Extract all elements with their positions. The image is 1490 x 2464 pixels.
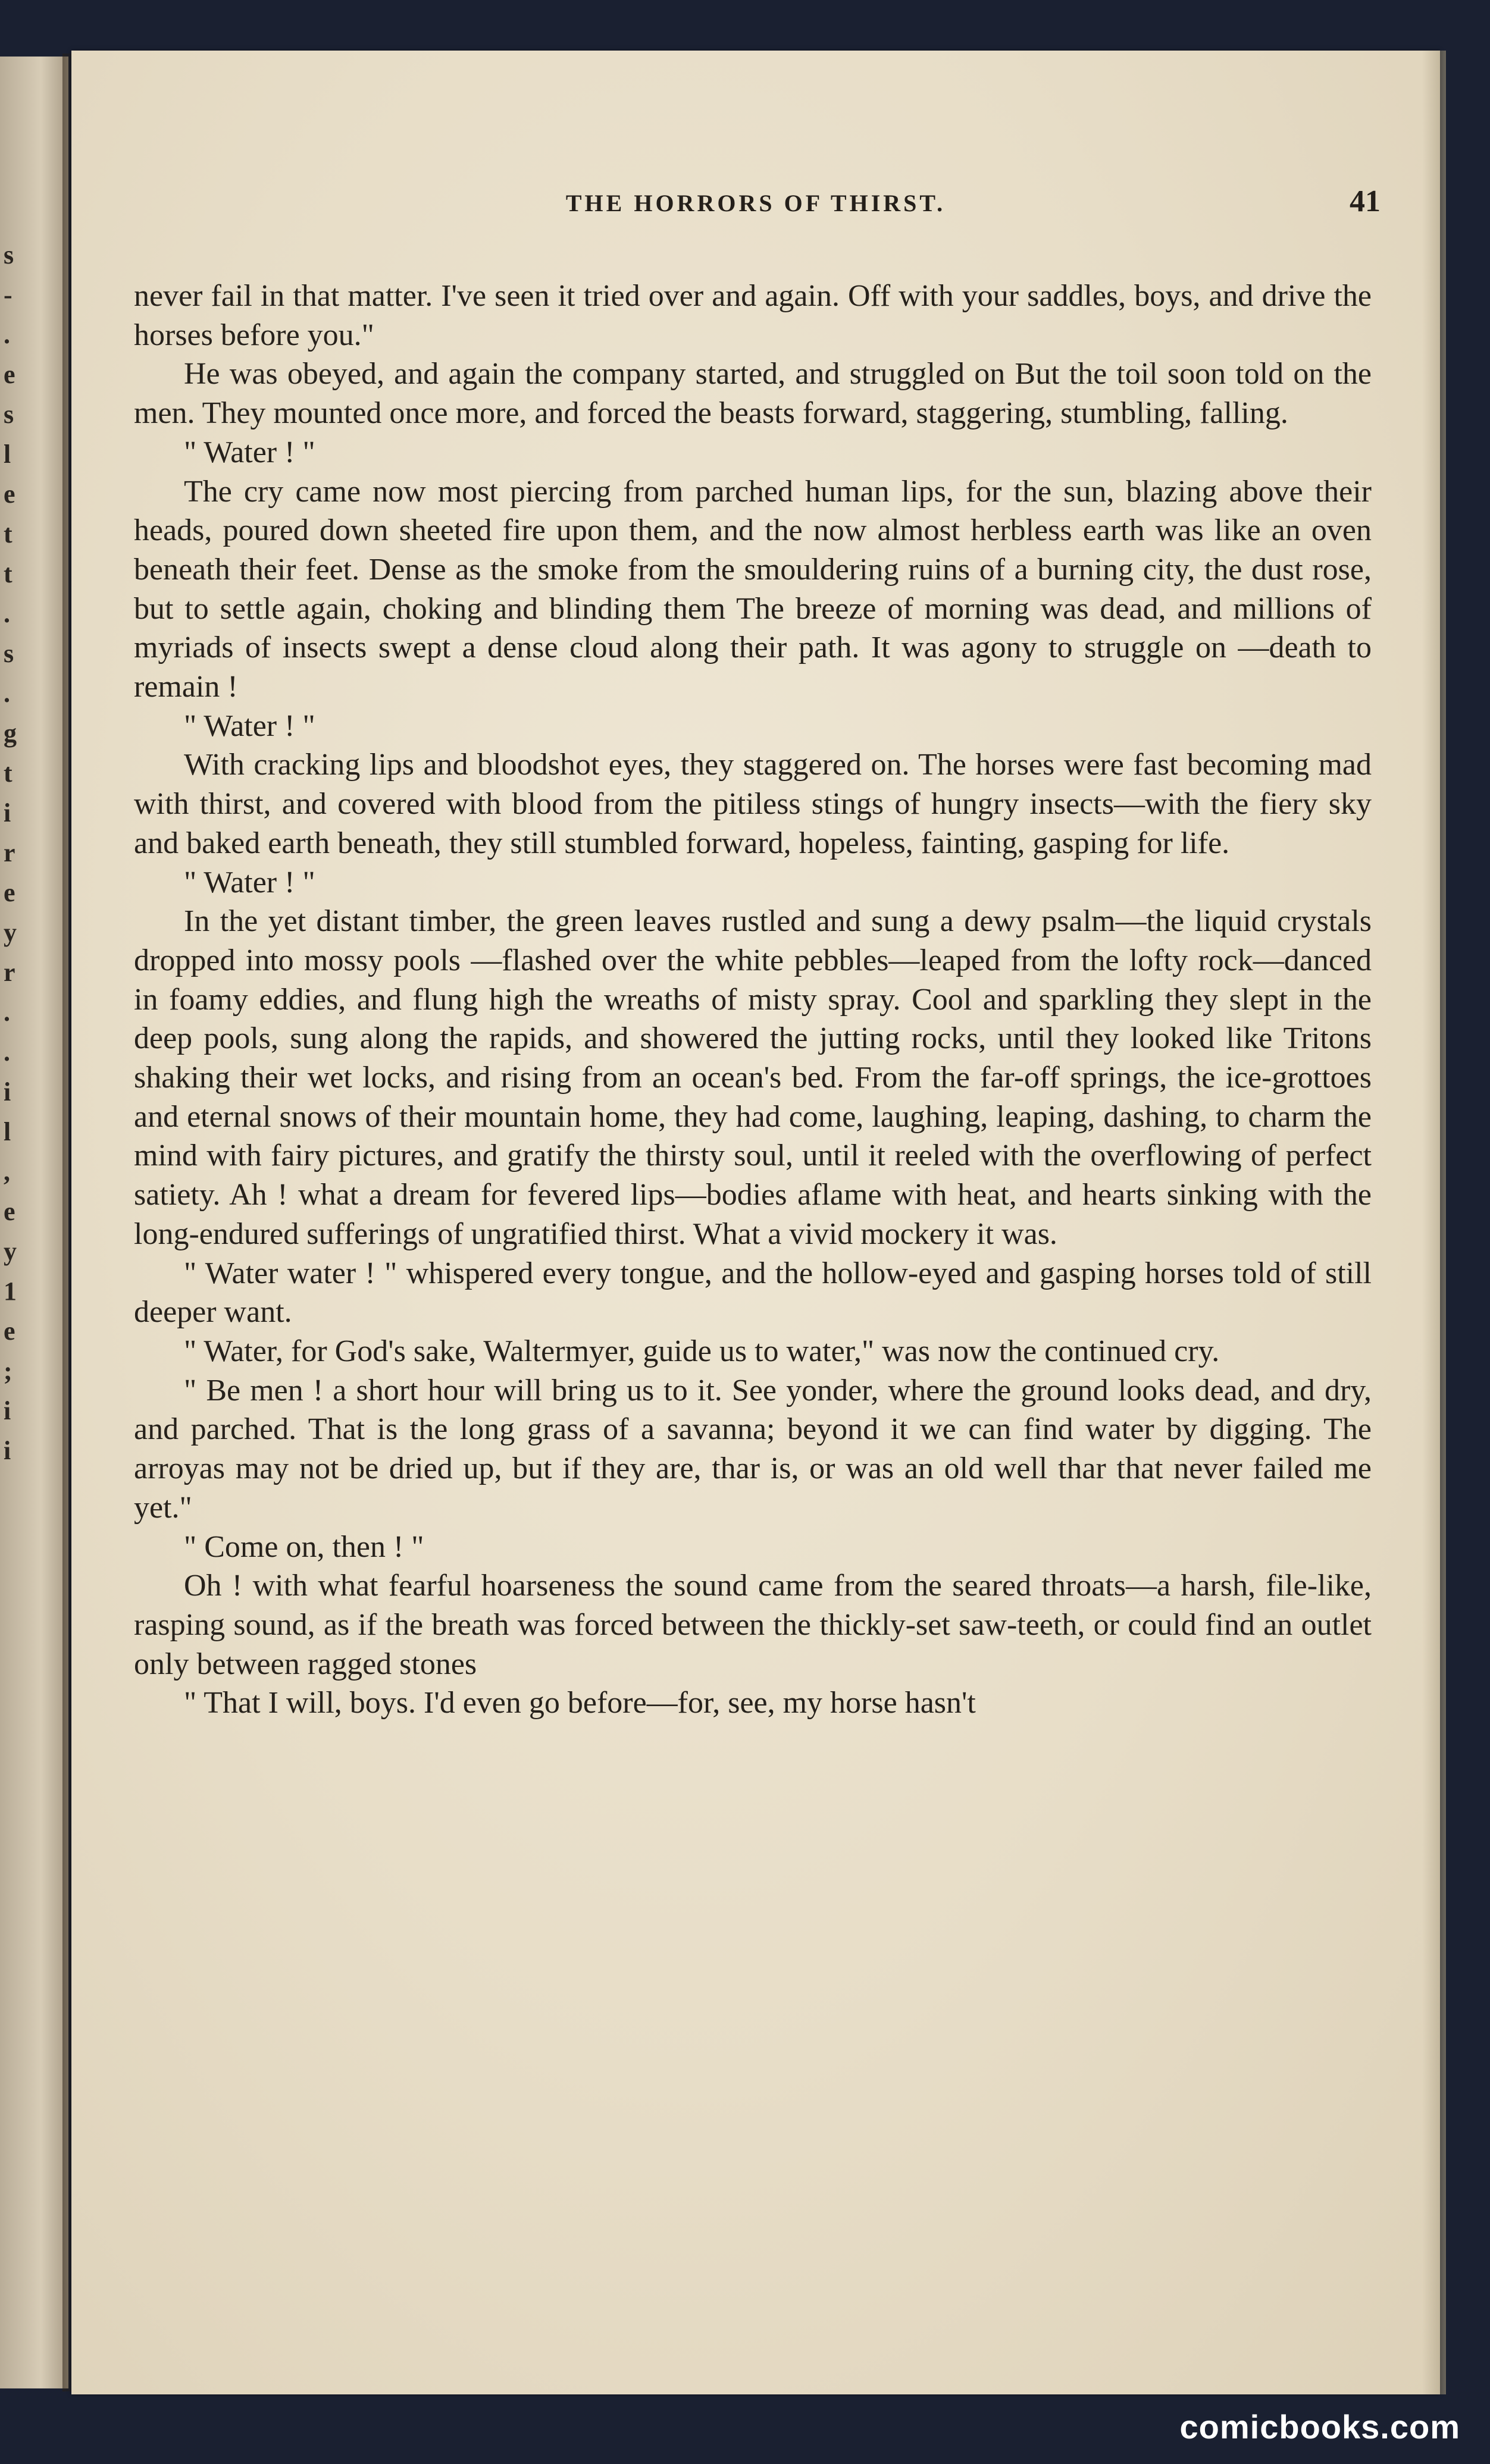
paragraph: never fail in that matter. I've seen it tried over and again. Off with your saddles, boys, and drive the horses before you." bbox=[134, 279, 1372, 352]
fragment: ; bbox=[4, 1356, 12, 1385]
fragment: l bbox=[4, 1117, 11, 1146]
paragraph: In the yet distant timber, the green leaves rustled and sung a dewy psalm—the liquid crystals dropped into mossy pools —flashed over the white pebbles—leaped from the lofty rock—danced in foamy eddies, and flung high the wreaths of misty spray. Cool and sparkling they slept in the deep pools, sung along the rapids, and showered the jutting rocks, until they looked like Tritons shaking their wet locks, and rising from an ocean's bed. From the far-off springs, the ice-grottoes and eternal snows of their mountain home, they had come, laughing, leaping, dashing, to charm the mind with fairy pictures, and gratify the thirsty soul, until it reeled with the overflowing of perfect satiety. Ah ! what a dream for fevered lips—bodies aflame with heat, and hearts sinking with the long-endured sufferings of ungratified thirst. What a vivid mockery it was. bbox=[134, 904, 1372, 1251]
fragment: . bbox=[4, 1037, 10, 1067]
fragment: y bbox=[4, 1237, 17, 1266]
fragment: . bbox=[4, 679, 10, 708]
paragraph: " That I will, boys. I'd even go before—for, see, my horse hasn't bbox=[184, 1686, 976, 1720]
left-page-cropped-text bbox=[4, 235, 21, 1471]
fragment: i bbox=[4, 798, 11, 827]
fragment: g bbox=[4, 719, 17, 748]
fragment: t bbox=[4, 519, 12, 548]
book-page bbox=[71, 51, 1440, 2394]
fragment: y bbox=[4, 918, 17, 947]
fragment: l bbox=[4, 440, 11, 469]
page-edge-shade bbox=[1422, 51, 1446, 2394]
paragraph: " Water ! " bbox=[184, 865, 315, 899]
paragraph: " Come on, then ! " bbox=[184, 1529, 424, 1564]
fragment: , bbox=[4, 1157, 10, 1186]
fragment: 1 bbox=[4, 1277, 17, 1306]
paragraph: " Water, for God's sake, Waltermyer, guide us to water," was now the continued cry. bbox=[184, 1334, 1220, 1368]
paragraph: He was obeyed, and again the company started, and struggled on But the toil soon told on the men. They mounted once more, and forced the beasts forward, staggering, stumbling, falling. bbox=[134, 357, 1372, 431]
fragment: e bbox=[4, 878, 15, 907]
page-number: 41 bbox=[1350, 184, 1381, 218]
fragment: i bbox=[4, 1436, 11, 1465]
fragment: - bbox=[4, 280, 12, 309]
fragment: . bbox=[4, 599, 10, 628]
body-text bbox=[134, 277, 1372, 1723]
fragment: r bbox=[4, 838, 15, 867]
fragment: . bbox=[4, 320, 10, 349]
fragment: e bbox=[4, 1316, 15, 1346]
paragraph: With cracking lips and bloodshot eyes, they staggered on. The horses were fast becoming mad with thirst, and covered with blood from the pitiless stings of hungry insects—with the fiery sky and baked earth beneath, they still stumbled forward, hopeless, fainting, gasping for life. bbox=[134, 748, 1372, 860]
paragraph: " Water ! " bbox=[184, 709, 315, 743]
running-head: THE HORRORS OF THIRST. bbox=[565, 190, 946, 217]
site-watermark: comicbooks.com bbox=[1179, 2408, 1460, 2446]
paragraph: The cry came now most piercing from parched human lips, for the sun, blazing above their heads, poured down sheeted fire upon them, and the now almost herbless earth was like an oven beneath their feet. Dense as the smoke from the smouldering ruins of a burning city, the dust rose, but to settle again, choking and blinding them The breeze of morning was dead, and millions of myriads of insects swept a dense cloud along their path. It was agony to struggle on —death to remain ! bbox=[134, 474, 1372, 704]
fragment: s bbox=[4, 639, 14, 668]
fragment: r bbox=[4, 958, 15, 987]
fragment: . bbox=[4, 998, 10, 1027]
fragment: t bbox=[4, 758, 12, 788]
fragment: s bbox=[4, 400, 14, 429]
paragraph: " Water water ! " whispered every tongue, and the hollow-eyed and gasping horses told of still deeper want. bbox=[134, 1256, 1372, 1330]
fragment: e bbox=[4, 360, 15, 389]
fragment: e bbox=[4, 1197, 15, 1226]
left-facing-page bbox=[0, 57, 68, 2388]
paragraph: " Be men ! a short hour will bring us to it. See yonder, where the ground looks dead, and dry, and parched. That is the long grass of a savanna; beyond it we can find water by digging. The arroyas may not be dried up, but if they are, thar is, or was an old well thar that never failed me yet." bbox=[134, 1373, 1372, 1525]
fragment: t bbox=[4, 559, 12, 588]
fragment: e bbox=[4, 479, 15, 509]
fragment: i bbox=[4, 1396, 11, 1425]
paragraph: Oh ! with what fearful hoarseness the sound came from the seared throats—a harsh, file-like, rasping sound, as if the breath was forced between the thickly-set saw-teeth, or could find an outlet only between ragged stones bbox=[134, 1569, 1372, 1681]
paragraph: " Water ! " bbox=[184, 435, 315, 469]
fragment: s bbox=[4, 240, 14, 269]
fragment: i bbox=[4, 1077, 11, 1106]
